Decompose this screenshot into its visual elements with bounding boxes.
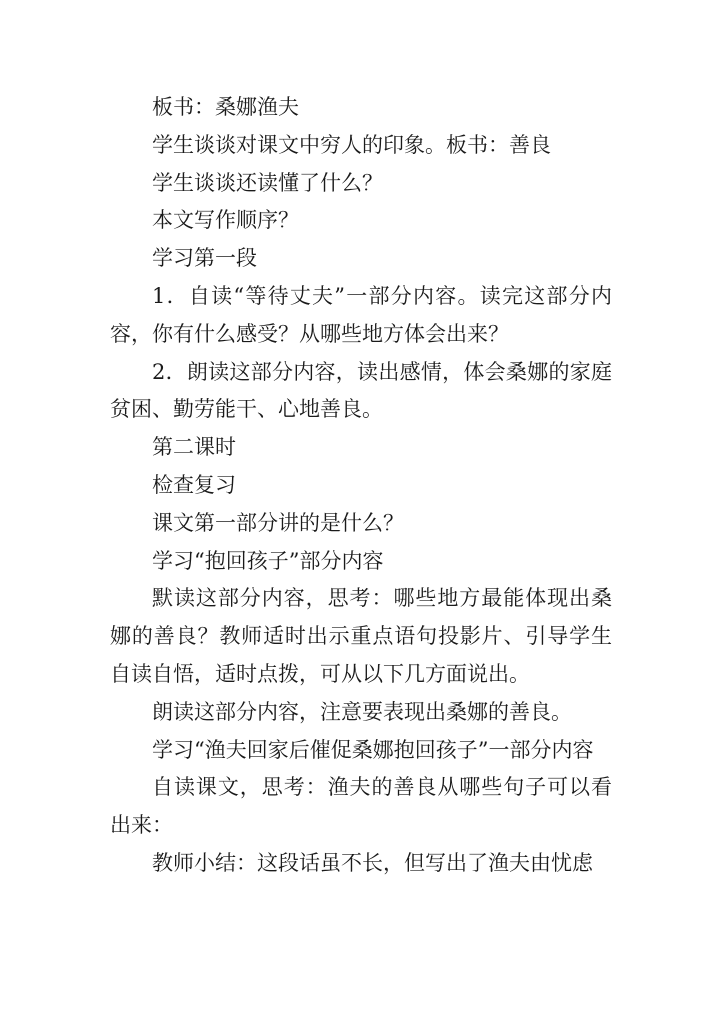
- paragraph: 2．朗读这部分内容，读出感情，体会桑娜的家庭贫困、勤劳能干、心地善良。: [110, 359, 612, 422]
- document-page: [110, 89, 612, 883]
- section-heading: 检查复习: [152, 472, 236, 497]
- section-heading: 第二课时: [152, 435, 236, 460]
- paragraph: 本文写作顺序？: [152, 208, 299, 233]
- paragraph: 课文第一部分讲的是什么？: [152, 510, 404, 535]
- paragraph: 学生谈谈还读懂了什么？: [152, 170, 383, 195]
- paragraph: 学生谈谈对课文中穷人的印象。板书：善良: [152, 132, 551, 157]
- paragraph: 板书：桑娜渔夫: [152, 95, 299, 119]
- paragraph: 1．自读“等待丈夫”一部分内容。读完这部分内容，你有什么感受？从哪些地方体会出来？: [110, 283, 612, 346]
- paragraph: 自读课文，思考：渔夫的善良从哪些句子可以看出来：: [110, 775, 612, 838]
- section-heading: 学习“渔夫回家后催促桑娜抱回孩子”一部分内容: [152, 737, 594, 762]
- paragraph: 默读这部分内容，思考：哪些地方最能体现出桑娜的善良？教师适时出示重点语句投影片、引导学生自读自悟，适时点拨，可从以下几方面说出。: [110, 586, 612, 686]
- section-heading: 学习第一段: [152, 246, 257, 271]
- paragraph: 教师小结：这段话虽不长，但写出了渔夫由忧虑: [152, 850, 593, 875]
- section-heading: 学习“抱回孩子”部分内容: [152, 548, 384, 573]
- paragraph: 朗读这部分内容，注意要表现出桑娜的善良。: [152, 699, 572, 724]
